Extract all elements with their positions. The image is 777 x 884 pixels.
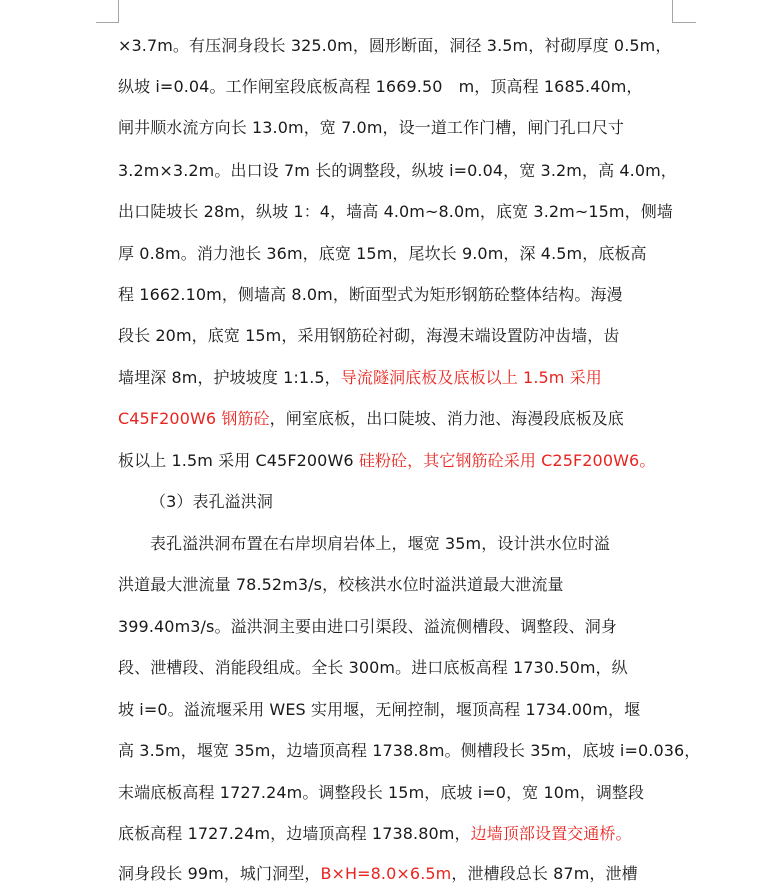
paragraph-line <box>118 658 678 678</box>
heading-text: （3）表孔溢洪洞 <box>150 492 273 511</box>
highlighted-text-run: 硅粉砼，其它钢筋砼采用 C25F200W6。 <box>358 451 656 470</box>
text-run: 坡 i=0。溢流堰采用 WES 实用堰，无闸控制，堰顶高程 1734.00m，堰 <box>118 700 641 719</box>
paragraph-line <box>118 36 678 56</box>
text-run: 出口陡坡长 28m，纵坡 1：4，墙高 4.0m~8.0m，底宽 3.2m~15m，侧墙 <box>118 202 673 221</box>
text-run: ×3.7m。有压洞身段长 325.0m，圆形断面，洞径 3.5m，衬砌厚度 0.5m， <box>118 36 672 55</box>
highlighted-text-run: 边墙顶部设置交通桥。 <box>470 824 632 843</box>
crop-mark-top-right-horizontal <box>672 22 696 23</box>
paragraph-line <box>118 77 678 97</box>
text-run: 399.40m3/s。溢洪洞主要由进口引渠段、溢流侧槽段、调整段、洞身 <box>118 617 617 636</box>
paragraph-line <box>118 864 678 884</box>
text-run: 洞身段长 99m，城门洞型， <box>118 864 321 883</box>
highlighted-text-run: C45F200W6 钢筋砼 <box>118 409 270 428</box>
text-run: 程 1662.10m，侧墙高 8.0m，断面型式为矩形钢筋砼整体结构。海漫 <box>118 285 623 304</box>
paragraph-line <box>150 534 710 554</box>
crop-mark-top-right-vertical <box>672 0 673 22</box>
paragraph-line <box>118 118 678 138</box>
paragraph-line <box>118 244 678 264</box>
text-run: 纵坡 i=0.04。工作闸室段底板高程 1669.50 m，顶高程 1685.40m， <box>118 77 643 96</box>
crop-mark-top-left-horizontal <box>96 22 119 23</box>
highlighted-text-run: B×H=8.0×6.5m <box>320 864 452 883</box>
crop-mark-top-left-vertical <box>118 0 119 22</box>
section-heading <box>150 492 710 512</box>
paragraph-line <box>118 824 678 844</box>
text-run: ，泄槽段总长 87m，泄槽 <box>451 864 638 883</box>
paragraph-line <box>118 575 678 595</box>
text-run: 表孔溢洪洞布置在右岸坝肩岩体上，堰宽 35m，设计洪水位时溢 <box>150 534 611 553</box>
paragraph-line <box>118 326 678 346</box>
paragraph-line <box>118 285 678 305</box>
text-run: 末端底板高程 1727.24m。调整段长 15m，底坡 i=0，宽 10m，调整段 <box>118 783 645 802</box>
text-run: ，闸室底板，出口陡坡、消力池、海漫段底板及底 <box>269 409 624 428</box>
highlighted-text-run: 导流隧洞底板及底板以上 1.5m 采用 <box>340 368 602 387</box>
paragraph-line <box>118 700 678 720</box>
text-run: 段长 20m，底宽 15m，采用钢筋砼衬砌，海漫末端设置防冲齿墙，齿 <box>118 326 620 345</box>
paragraph-line <box>118 741 701 761</box>
text-run: 底板高程 1727.24m，边墙顶高程 1738.80m， <box>118 824 471 843</box>
text-run: 墙埋深 8m，护坡坡度 1:1.5， <box>118 368 341 387</box>
text-run: 板以上 1.5m 采用 C45F200W6 <box>118 451 359 470</box>
text-run: 厚 0.8m。消力池长 36m，底宽 15m，尾坎长 9.0m，深 4.5m，底板高 <box>118 244 647 263</box>
text-run: 3.2m×3.2m。出口设 7m 长的调整段，纵坡 i=0.04，宽 3.2m，高 4.0m， <box>118 161 677 180</box>
text-run: 高 3.5m，堰宽 35m，边墙顶高程 1738.8m。侧槽段长 35m，底坡 i=0.036， <box>118 741 701 760</box>
paragraph-line <box>118 202 678 222</box>
text-run: 闸井顺水流方向长 13.0m，宽 7.0m，设一道工作门槽，闸门孔口尺寸 <box>118 118 625 137</box>
paragraph-line <box>118 451 678 471</box>
paragraph-line <box>118 368 678 388</box>
paragraph-line <box>118 161 678 181</box>
paragraph-line <box>118 409 678 429</box>
paragraph-line <box>118 783 678 803</box>
text-run: 段、泄槽段、消能段组成。全长 300m。进口底板高程 1730.50m，纵 <box>118 658 628 677</box>
paragraph-line <box>118 617 678 637</box>
text-run: 洪道最大泄流量 78.52m3/s，校核洪水位时溢洪道最大泄流量 <box>118 575 564 594</box>
